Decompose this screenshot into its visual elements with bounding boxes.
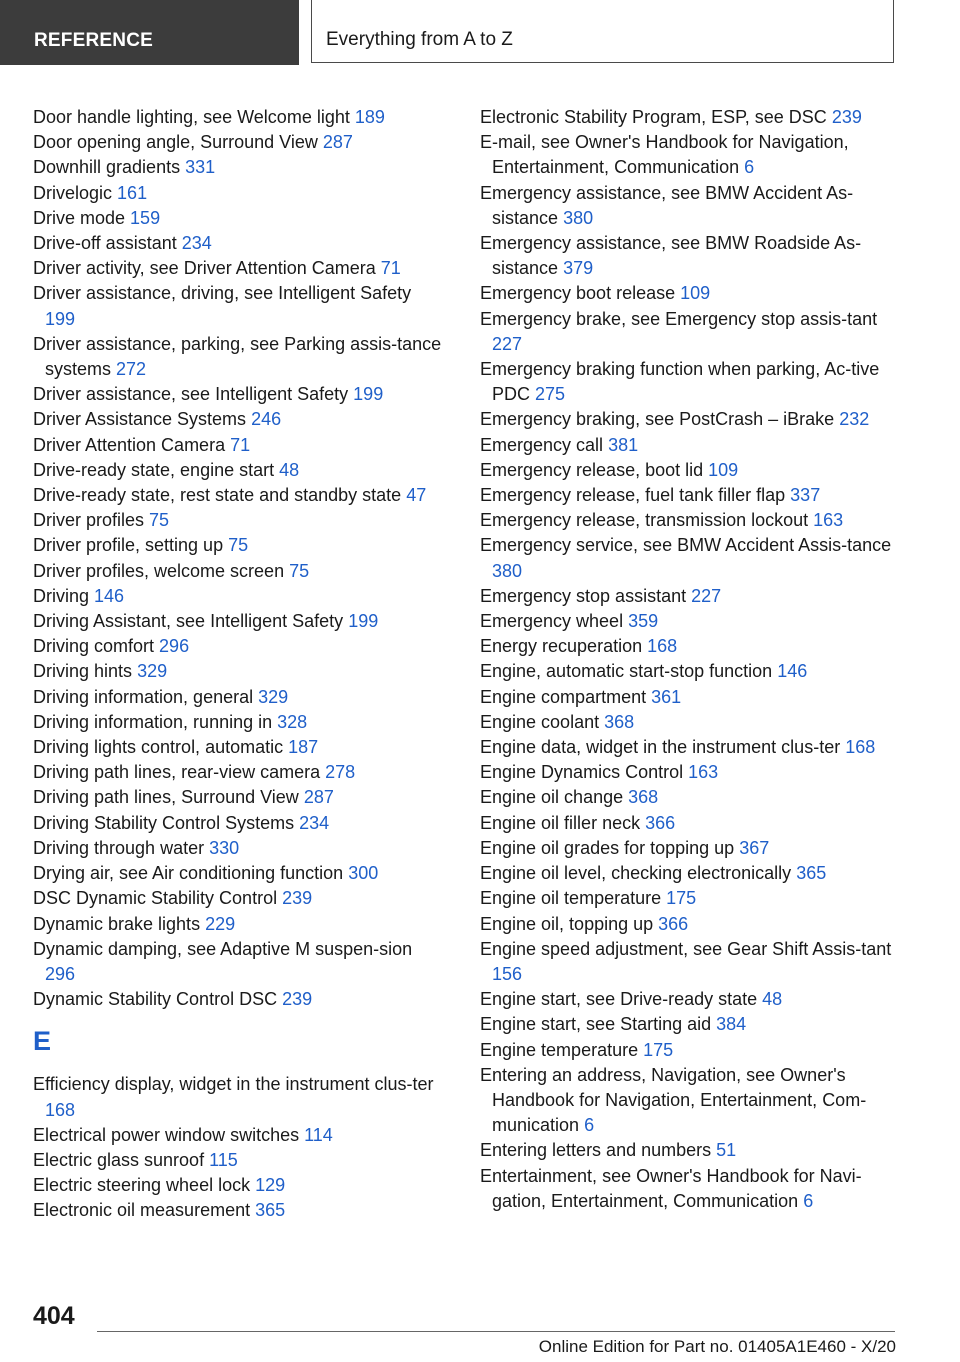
entry-term: Engine temperature <box>480 1039 639 1060</box>
entry-term: Dynamic brake lights <box>33 913 201 934</box>
index-entry <box>33 886 443 911</box>
entry-term: Emergency release, boot lid <box>480 459 704 480</box>
index-entry <box>480 861 900 886</box>
page-reference-link[interactable]: 384 <box>716 1014 747 1035</box>
index-entry <box>480 433 900 458</box>
entry-term: Entering an address, Navigation, see Owner's Handbook for Navigation, Entertainment, Com-munication <box>480 1064 867 1136</box>
page-reference-link[interactable]: 51 <box>716 1140 737 1161</box>
page-reference-link[interactable]: 365 <box>796 863 827 884</box>
index-entry <box>33 206 443 231</box>
page-reference-link[interactable]: 296 <box>45 963 76 984</box>
index-entry <box>33 483 443 508</box>
entry-term: Driver profiles <box>33 510 145 531</box>
page-number: 404 <box>33 1302 75 1330</box>
index-column-left <box>33 105 443 1224</box>
edition-note: Online Edition for Part no. 01405A1E460 - X/20 <box>538 1337 896 1356</box>
entry-term: Driver Attention Camera <box>33 434 226 455</box>
page-reference-link[interactable]: 199 <box>353 384 384 405</box>
page-reference-link[interactable]: 361 <box>651 686 682 707</box>
entry-term: Entertainment, see Owner's Handbook for Navi-gation, Entertainment, Communication <box>480 1165 862 1211</box>
index-entry <box>33 836 443 861</box>
index-entry <box>480 508 900 533</box>
page-reference-link[interactable]: 287 <box>322 132 353 153</box>
page-reference-link[interactable]: 275 <box>535 384 566 405</box>
entry-term: Driver Assistance Systems <box>33 409 247 430</box>
entry-term: Engine Dynamics Control <box>480 762 684 783</box>
page-reference-link[interactable]: 168 <box>647 636 678 657</box>
entry-term: Electronic Stability Program, ESP, see DSC <box>480 107 827 127</box>
page-reference-link[interactable]: 331 <box>185 157 216 178</box>
entry-term: Drivelogic <box>33 182 113 203</box>
entry-term: Driving <box>33 585 90 606</box>
entry-term: Engine compartment <box>480 686 647 707</box>
entry-term: Efficiency display, widget in the instrument clus-ter <box>33 1074 434 1095</box>
index-entry <box>480 785 900 810</box>
page-reference-link[interactable]: 175 <box>643 1039 674 1060</box>
page-reference-link[interactable]: 367 <box>739 837 770 858</box>
entry-term: Engine oil grades for topping up <box>480 837 735 858</box>
index-entry <box>480 735 900 760</box>
chapter-tab <box>311 0 894 63</box>
entry-term: Emergency braking function when parking, Ac-tive PDC <box>480 359 880 405</box>
entry-term: Engine coolant <box>480 711 600 732</box>
page-reference-link[interactable]: 199 <box>45 308 76 329</box>
index-entry <box>33 1173 443 1198</box>
entry-term: Driver assistance, see Intelligent Safety <box>33 384 349 405</box>
page-reference-link[interactable]: 75 <box>228 535 249 556</box>
page-reference-link[interactable]: 159 <box>130 207 161 228</box>
entry-term: Driving hints <box>33 661 133 682</box>
index-entry <box>33 735 443 760</box>
index-entry <box>480 1164 900 1214</box>
entry-term: Electrical power window switches <box>33 1124 300 1145</box>
entry-term: Driving comfort <box>33 636 155 657</box>
page-reference-link[interactable]: 6 <box>584 1115 595 1136</box>
entry-term: Emergency boot release <box>480 283 676 304</box>
page-reference-link[interactable]: 115 <box>209 1149 238 1170</box>
entry-term: Engine, automatic start-stop function <box>480 661 773 682</box>
index-entry <box>33 584 443 609</box>
entry-term: Door handle lighting, see Welcome light <box>33 107 350 127</box>
page-reference-link[interactable]: 300 <box>348 863 379 884</box>
entry-term: Drying air, see Air conditioning function <box>33 863 344 884</box>
entry-term: Door opening angle, Surround View <box>33 132 318 153</box>
page-reference-link[interactable]: 109 <box>708 459 739 480</box>
page-reference-link[interactable]: 161 <box>117 182 148 203</box>
index-column-right <box>480 105 900 1214</box>
entry-term: DSC Dynamic Stability Control <box>33 888 278 909</box>
index-entry <box>33 811 443 836</box>
entry-term: Driver profile, setting up <box>33 535 224 556</box>
entry-term: Engine speed adjustment, see Gear Shift Assis-tant <box>480 938 892 959</box>
entry-term: Driving lights control, automatic <box>33 737 284 758</box>
index-entry <box>480 634 900 659</box>
page-reference-link[interactable]: 75 <box>289 560 310 581</box>
entry-term: Drive-ready state, engine start <box>33 459 275 480</box>
entry-term: Entering letters and numbers <box>480 1140 712 1161</box>
index-entry <box>480 685 900 710</box>
entry-term: Driver assistance, driving, see Intelligent Safety <box>33 283 412 304</box>
entry-term: Driver profiles, welcome screen <box>33 560 285 581</box>
entry-term: Driving information, running in <box>33 711 273 732</box>
entry-term: Drive-ready state, rest state and standby state <box>33 485 402 506</box>
entry-term: Driving information, general <box>33 686 254 707</box>
index-entry <box>480 130 900 180</box>
section-label: REFERENCE <box>34 30 153 51</box>
index-entry <box>33 861 443 886</box>
index-entry <box>480 231 900 281</box>
index-letter-heading: E <box>33 1026 52 1057</box>
index-entry <box>33 659 443 684</box>
page-reference-link[interactable]: 189 <box>354 107 385 127</box>
page-reference-link[interactable]: 163 <box>688 762 719 783</box>
entry-term: Energy recuperation <box>480 636 643 657</box>
index-entry <box>480 105 900 130</box>
index-entry <box>480 609 900 634</box>
entry-term: Downhill gradients <box>33 157 181 178</box>
entry-term: Driver activity, see Driver Attention Camera <box>33 258 376 279</box>
page-reference-link[interactable]: 229 <box>205 913 236 934</box>
index-entry <box>480 181 900 231</box>
entry-term: Dynamic Stability Control DSC <box>33 989 278 1010</box>
page-reference-link[interactable]: 168 <box>845 737 876 758</box>
page-reference-link[interactable]: 168 <box>45 1099 76 1120</box>
page-reference-link[interactable]: 368 <box>604 711 635 732</box>
entry-term: Emergency call <box>480 434 604 455</box>
entry-term: Drive mode <box>33 207 126 228</box>
page-reference-link[interactable]: 129 <box>255 1175 286 1196</box>
entry-term: Engine oil filler neck <box>480 812 641 833</box>
page-reference-link[interactable]: 227 <box>492 333 523 354</box>
page-reference-link[interactable]: 379 <box>563 258 594 279</box>
page-reference-link[interactable]: 232 <box>839 409 870 430</box>
index-entry <box>33 685 443 710</box>
index-entry <box>33 1198 443 1223</box>
page-reference-link[interactable]: 239 <box>282 989 313 1010</box>
index-entry <box>33 710 443 735</box>
page-reference-link[interactable]: 246 <box>251 409 282 430</box>
index-entry <box>480 1012 900 1037</box>
page-reference-link[interactable]: 6 <box>803 1190 814 1211</box>
index-entry <box>33 760 443 785</box>
page-reference-link[interactable]: 368 <box>628 787 659 808</box>
section-tab <box>0 0 299 65</box>
index-entry <box>480 357 900 407</box>
entry-term: Emergency assistance, see BMW Accident As-sistance <box>480 182 854 228</box>
index-entry <box>480 483 900 508</box>
page-reference-link[interactable]: 337 <box>790 485 821 506</box>
entry-term: Engine start, see Drive-ready state <box>480 989 758 1010</box>
entry-term: Emergency wheel <box>480 611 624 632</box>
entry-term: Electric steering wheel lock <box>33 1175 251 1196</box>
page-reference-link[interactable]: 48 <box>279 459 300 480</box>
page-reference-link[interactable]: 329 <box>137 661 168 682</box>
page-reference-link[interactable]: 287 <box>303 787 334 808</box>
index-entry <box>480 912 900 937</box>
index-entry <box>33 912 443 937</box>
page-reference-link[interactable]: 365 <box>255 1200 286 1221</box>
entry-term: Engine data, widget in the instrument clus-ter <box>480 737 841 758</box>
index-entry <box>480 584 900 609</box>
index-entry <box>33 281 443 331</box>
index-entry <box>480 458 900 483</box>
index-entry <box>33 508 443 533</box>
entry-term: Engine start, see Starting aid <box>480 1014 712 1035</box>
index-entry <box>480 710 900 735</box>
entry-term: Emergency service, see BMW Accident Assis-tance <box>480 535 892 556</box>
entry-term: Dynamic damping, see Adaptive M suspen-sion <box>33 938 413 959</box>
entry-term: Emergency braking, see PostCrash – iBrake <box>480 409 835 430</box>
entry-term: Emergency brake, see Emergency stop assis-tant <box>480 308 878 329</box>
entry-term: Emergency assistance, see BMW Roadside As-sistance <box>480 233 862 279</box>
page-reference-link[interactable]: 272 <box>116 359 147 380</box>
index-entry <box>33 1148 443 1173</box>
page-reference-link[interactable]: 239 <box>282 888 313 909</box>
page-reference-link[interactable]: 71 <box>230 434 251 455</box>
index-entry <box>33 332 443 382</box>
entry-term: Engine oil change <box>480 787 624 808</box>
index-entry <box>33 130 443 155</box>
page-reference-link[interactable]: 278 <box>325 762 356 783</box>
index-entry <box>33 1072 443 1122</box>
page-reference-link[interactable]: 359 <box>628 611 659 632</box>
index-entry <box>480 307 900 357</box>
index-entry <box>33 407 443 432</box>
page-reference-link[interactable]: 329 <box>258 686 289 707</box>
index-entry <box>480 1138 900 1163</box>
page-reference-link[interactable]: 163 <box>813 510 844 531</box>
index-entry <box>33 533 443 558</box>
page-reference-link[interactable]: 380 <box>492 560 523 581</box>
page-reference-link[interactable]: 6 <box>744 157 755 178</box>
page-reference-link[interactable]: 175 <box>666 888 697 909</box>
index-entry <box>33 785 443 810</box>
entry-term: Engine oil level, checking electronically <box>480 863 792 884</box>
entry-term: Electronic oil measurement <box>33 1200 251 1221</box>
page-reference-link[interactable]: 381 <box>608 434 639 455</box>
index-entry <box>33 155 443 180</box>
index-entry <box>33 987 443 1012</box>
page-reference-link[interactable]: 296 <box>159 636 190 657</box>
index-entry <box>480 281 900 306</box>
page-reference-link[interactable]: 75 <box>149 510 170 531</box>
index-entry <box>480 811 900 836</box>
page-reference-link[interactable]: 227 <box>691 585 722 606</box>
index-entry <box>480 937 900 987</box>
page-reference-link[interactable]: 199 <box>348 611 379 632</box>
index-entry <box>33 559 443 584</box>
entry-term: Driving through water <box>33 837 205 858</box>
index-entry <box>33 433 443 458</box>
index-entry <box>480 836 900 861</box>
index-entry <box>33 256 443 281</box>
page-reference-link[interactable]: 187 <box>288 737 319 758</box>
page-reference-link[interactable]: 234 <box>299 812 330 833</box>
index-entry <box>480 407 900 432</box>
index-entry <box>33 181 443 206</box>
entry-term: Engine oil, topping up <box>480 913 654 934</box>
page-reference-link[interactable]: 47 <box>406 485 427 506</box>
page-reference-link[interactable]: 114 <box>304 1124 333 1145</box>
entry-term: Drive-off assistant <box>33 233 177 254</box>
index-entry <box>480 659 900 684</box>
page-reference-link[interactable]: 146 <box>94 585 125 606</box>
index-entry <box>480 1038 900 1063</box>
entry-term: Driver assistance, parking, see Parking assis-tance systems <box>33 333 442 380</box>
index-entry <box>33 458 443 483</box>
footer-divider <box>97 1331 895 1332</box>
index-entry <box>33 634 443 659</box>
page-reference-link[interactable]: 48 <box>762 989 783 1010</box>
index-entry <box>480 886 900 911</box>
page-reference-link[interactable]: 71 <box>380 258 401 279</box>
page-reference-link[interactable]: 239 <box>831 107 862 127</box>
entry-term: Engine oil temperature <box>480 888 662 909</box>
page-reference-link[interactable]: 156 <box>492 963 523 984</box>
entry-term: Emergency release, fuel tank filler flap <box>480 485 786 506</box>
page-reference-link[interactable]: 366 <box>658 913 689 934</box>
entry-term: Driving Stability Control Systems <box>33 812 295 833</box>
index-entry <box>480 760 900 785</box>
entry-term: Electric glass sunroof <box>33 1149 205 1170</box>
entry-term: Driving path lines, rear-view camera <box>33 762 321 783</box>
page-reference-link[interactable]: 234 <box>181 233 212 254</box>
index-entry <box>33 937 443 987</box>
index-entry <box>33 382 443 407</box>
entry-term: Driving Assistant, see Intelligent Safety <box>33 611 344 632</box>
page-reference-link[interactable]: 328 <box>277 711 308 732</box>
index-entry <box>480 987 900 1012</box>
index-entry <box>33 105 443 130</box>
index-entry <box>480 1063 900 1139</box>
entry-term: Emergency release, transmission lockout <box>480 510 809 531</box>
index-entry <box>33 231 443 256</box>
index-entry <box>33 1123 443 1148</box>
chapter-title: Everything from A to Z <box>326 29 513 50</box>
index-entry <box>480 533 900 583</box>
entry-term: Driving path lines, Surround View <box>33 787 299 808</box>
page-reference-link[interactable]: 330 <box>209 837 240 858</box>
index-entry <box>33 609 443 634</box>
page-reference-link[interactable]: 146 <box>777 661 808 682</box>
page-reference-link[interactable]: 366 <box>645 812 676 833</box>
entry-term: E-mail, see Owner's Handbook for Navigation, Entertainment, Communication <box>480 132 849 178</box>
entry-term: Emergency stop assistant <box>480 585 687 606</box>
page-reference-link[interactable]: 380 <box>563 207 594 228</box>
page-reference-link[interactable]: 109 <box>680 283 711 304</box>
